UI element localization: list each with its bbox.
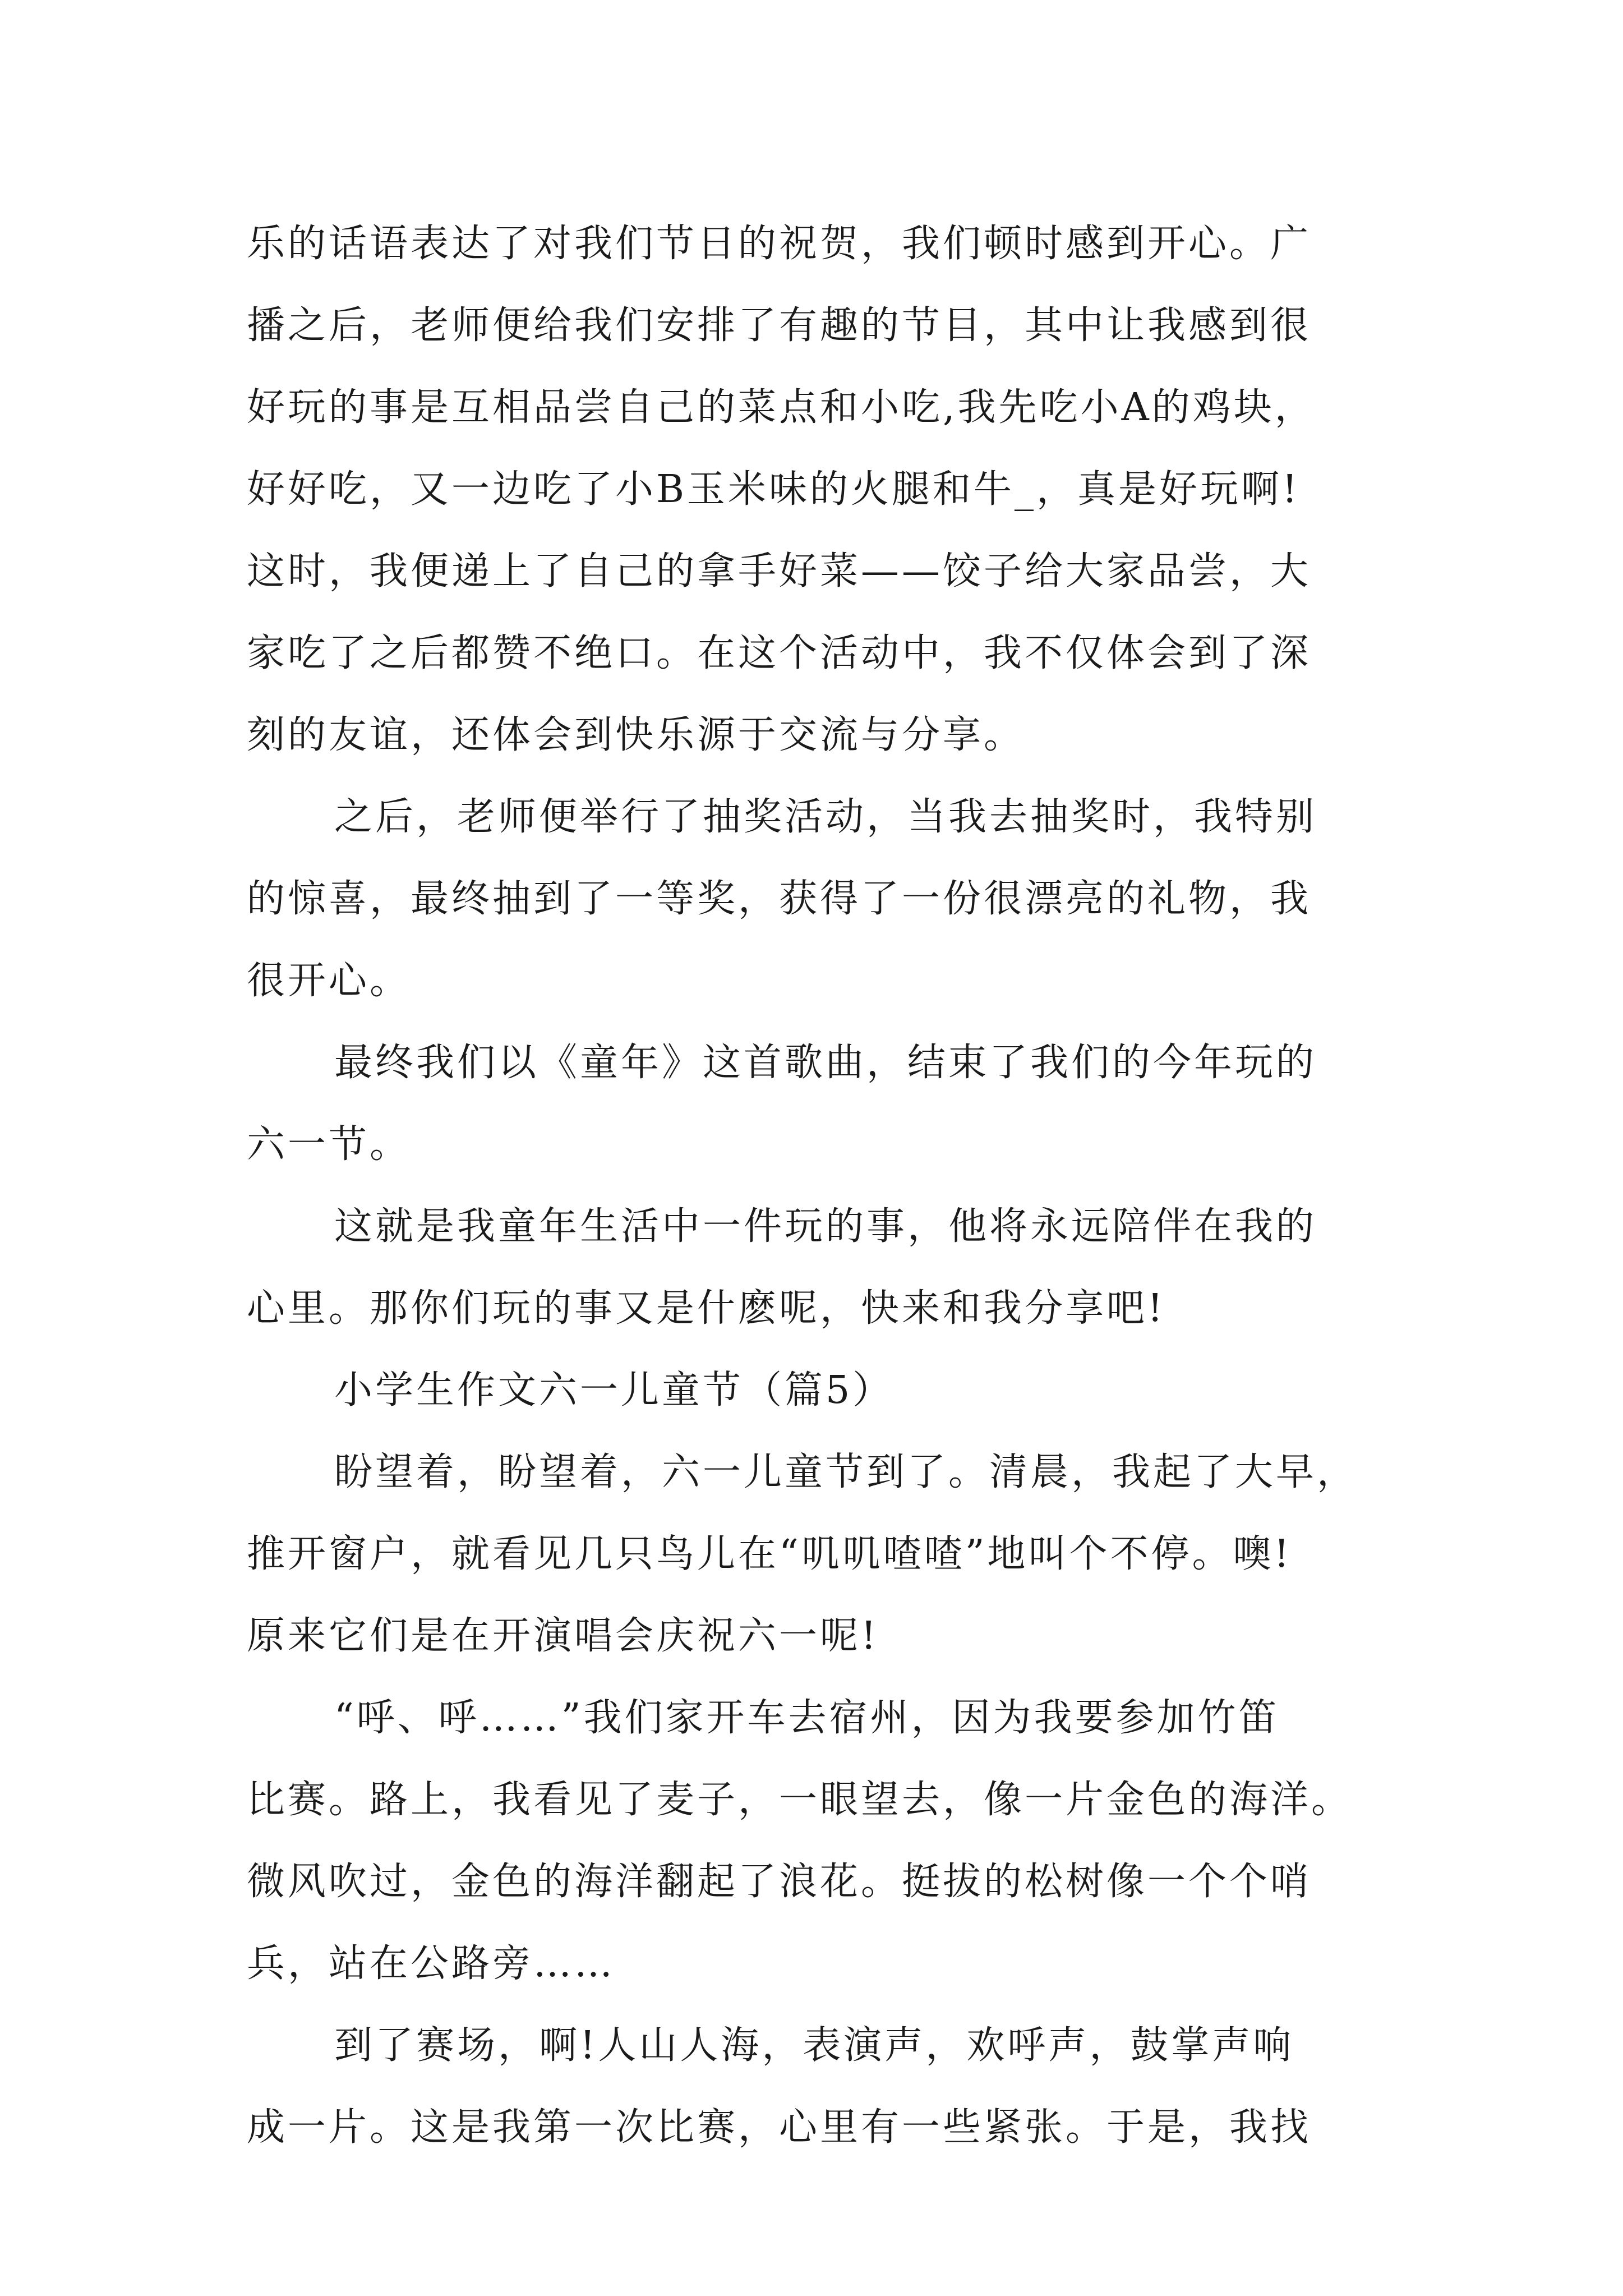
paragraph <box>247 1186 1385 1350</box>
text-line: 小学生作文六一儿童节（篇5） <box>334 1368 894 1412</box>
section-heading <box>247 1350 1385 1432</box>
text-line: 很开心。 <box>247 959 411 1003</box>
text-line: 乐的话语表达了对我们节日的祝贺，我们顿时感到开心。广 <box>247 222 1312 266</box>
text-line: 的惊喜，最终抽到了一等奖，获得了一份很漂亮的礼物，我 <box>247 877 1312 921</box>
text-line: 比赛。路上，我看见了麦子，一眼望去，像一片金色的海洋。 <box>247 1778 1353 1822</box>
text-line: 到了赛场，啊!人山人海，表演声，欢呼声，鼓掌声响 <box>334 2023 1294 2068</box>
paragraph <box>247 776 1385 1022</box>
text-line: 刻的友谊，还体会到快乐源于交流与分享。 <box>247 713 1025 757</box>
paragraph <box>247 1677 1385 2005</box>
text-line: “呼、呼……”我们家开车去宿州，因为我要参加竹笛 <box>334 1696 1280 1740</box>
text-line: 兵，站在公路旁…… <box>247 1941 616 1986</box>
text-line: 播之后，老师便给我们安排了有趣的节目，其中让我感到很 <box>247 303 1312 348</box>
text-line: 之后，老师便举行了抽奖活动，当我去抽奖时，我特别 <box>334 795 1317 839</box>
essay-body <box>247 203 1385 2169</box>
text-line: 这时，我便递上了自己的拿手好菜——饺子给大家品尝，大 <box>247 549 1312 593</box>
text-line: 原来它们是在开演唱会庆祝六一呢! <box>247 1614 879 1658</box>
text-line: 推开窗户，就看见几只鸟儿在“叽叽喳喳”地叫个不停。噢! <box>247 1532 1292 1576</box>
paragraph <box>247 1432 1385 1677</box>
text-line: 最终我们以《童年》这首歌曲，结束了我们的今年玩的 <box>334 1041 1317 1085</box>
text-line: 成一片。这是我第一次比赛，心里有一些紧张。于是，我找 <box>247 2105 1312 2150</box>
paragraph <box>247 203 1385 776</box>
text-line: 好玩的事是互相品尝自己的菜点和小吃,我先吃小A的鸡块， <box>247 385 1316 430</box>
text-line: 盼望着，盼望着，六一儿童节到了。清晨，我起了大早， <box>334 1450 1358 1494</box>
paragraph <box>247 1022 1385 1186</box>
text-line: 好好吃，又一边吃了小B玉米味的火腿和牛_，真是好玩啊! <box>247 467 1301 512</box>
text-line: 家吃了之后都赞不绝口。在这个活动中，我不仅体会到了深 <box>247 631 1312 675</box>
text-line: 微风吹过，金色的海洋翻起了浪花。挺拔的松树像一个个哨 <box>247 1860 1312 1904</box>
text-line: 这就是我童年生活中一件玩的事，他将永远陪伴在我的 <box>334 1204 1317 1249</box>
paragraph <box>247 2005 1385 2169</box>
text-line: 六一节。 <box>247 1122 411 1167</box>
text-line: 心里。那你们玩的事又是什麽呢，快来和我分享吧! <box>247 1286 1166 1331</box>
